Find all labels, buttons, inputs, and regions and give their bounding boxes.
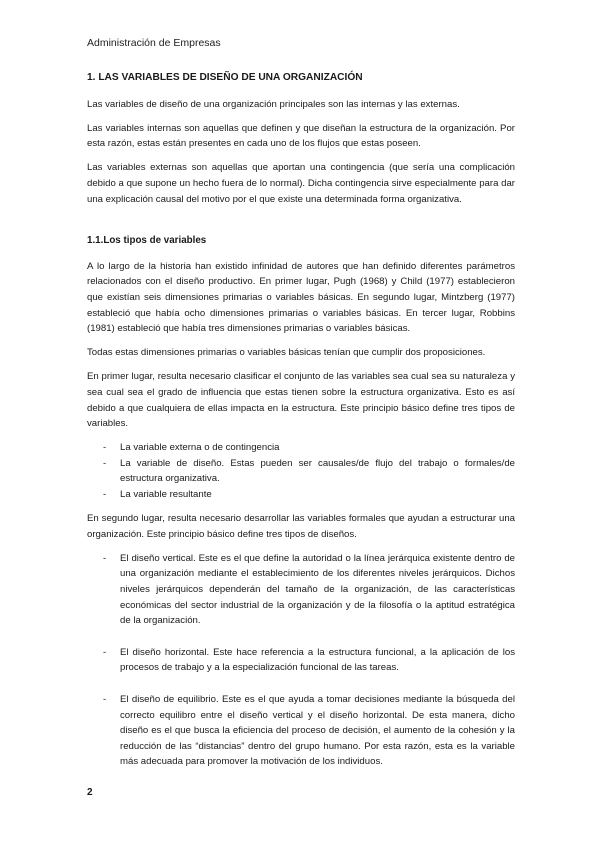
paragraph: En primer lugar, resulta necesario clasificar el conjunto de las variables sea cual sea su naturaleza y sea cual sea el grado de influencia que estas tienen sobre la estructura organizativa. Esto es así debido a que cualquiera de ellas impacta en la estructura. Este principio básico define tres tipos de variables. [87, 371, 515, 430]
list-item: - El diseño de equilibrio. Este es el que ayuda a tomar decisiones mediante la búsqueda del correcto equilibro entre el diseño vertical y el diseño horizontal. De esta manera, dicho diseño es el que busca la eficiencia del proceso de decisión, el aumento de la cohesión y la reducción de las “distancias” dentro del grupo humano. Por esta razón, esta es la variable más adecuada para promover la motivación de los individuos. [87, 692, 515, 770]
list-item: - La variable de diseño. Estas pueden ser causales/de flujo del trabajo o formales/de estructura organizativa. [87, 456, 515, 487]
list-item: - La variable externa o de contingencia [87, 440, 515, 456]
list-item: - El diseño vertical. Este es el que define la autoridad o la línea jerárquica existente dentro de una organización mediante el establecimiento de los diferentes niveles jerárquicos. Dichos niveles jerárquicos dependerán del tamaño de la organización, de las características económicas del sector industrial de la organización y de la filosofía o la aptitud estratégica de la organización. [87, 551, 515, 629]
paragraph: Las variables externas son aquellas que aportan una contingencia (que sería una complicación debido a que supone un hecho fuera de lo normal). Dicha contingencia sirve especialmente para dar una explicación causal del motivo por el que existe una determinada forma organizativa. [87, 162, 515, 205]
subsection-heading: 1.1.Los tipos de variables [87, 235, 207, 247]
list-item: - La variable resultante [87, 487, 515, 503]
paragraph: Todas estas dimensiones primarias o variables básicas tenían que cumplir dos proposiciones. [87, 347, 486, 359]
list-item: - El diseño horizontal. Este hace referencia a la estructura funcional, a la aplicación de los procesos de trabajo y a la especialización funcional de las tareas. [87, 645, 515, 676]
page-content [87, 70, 515, 778]
variables-list [87, 440, 515, 502]
paragraph: Las variables internas son aquellas que definen y que diseñan la estructura de la organización. Por esta razón, estas están presentes en cada uno de los flujos que estas poseen. [87, 122, 515, 150]
designs-list [87, 551, 515, 770]
running-header: Administración de Empresas [87, 37, 221, 49]
section-heading: 1. LAS VARIABLES DE DISEÑO DE UNA ORGANIZACIÓN [87, 72, 363, 83]
paragraph: A lo largo de la historia han existido infinidad de autores que han definido diferentes parámetros relacionados con el diseño productivo. En primer lugar, Pugh (1968) y Child (1977) establecieron que existían seis dimensiones primarias o variables básicas. En segundo lugar, Mintzberg (1977) estableció que había ocho dimensiones primarias o variables básicas. En tercer lugar, Robbins (1981) estableció que había tres dimensiones primarias o variables básicas. [87, 260, 515, 335]
paragraph: Las variables de diseño de una organización principales son las internas y las externas. [87, 98, 460, 110]
paragraph: En segundo lugar, resulta necesario desarrollar las variables formales que ayudan a estructurar una organización. Este principio básico define tres tipos de diseños. [87, 513, 515, 540]
page-number: 2 [87, 787, 93, 798]
